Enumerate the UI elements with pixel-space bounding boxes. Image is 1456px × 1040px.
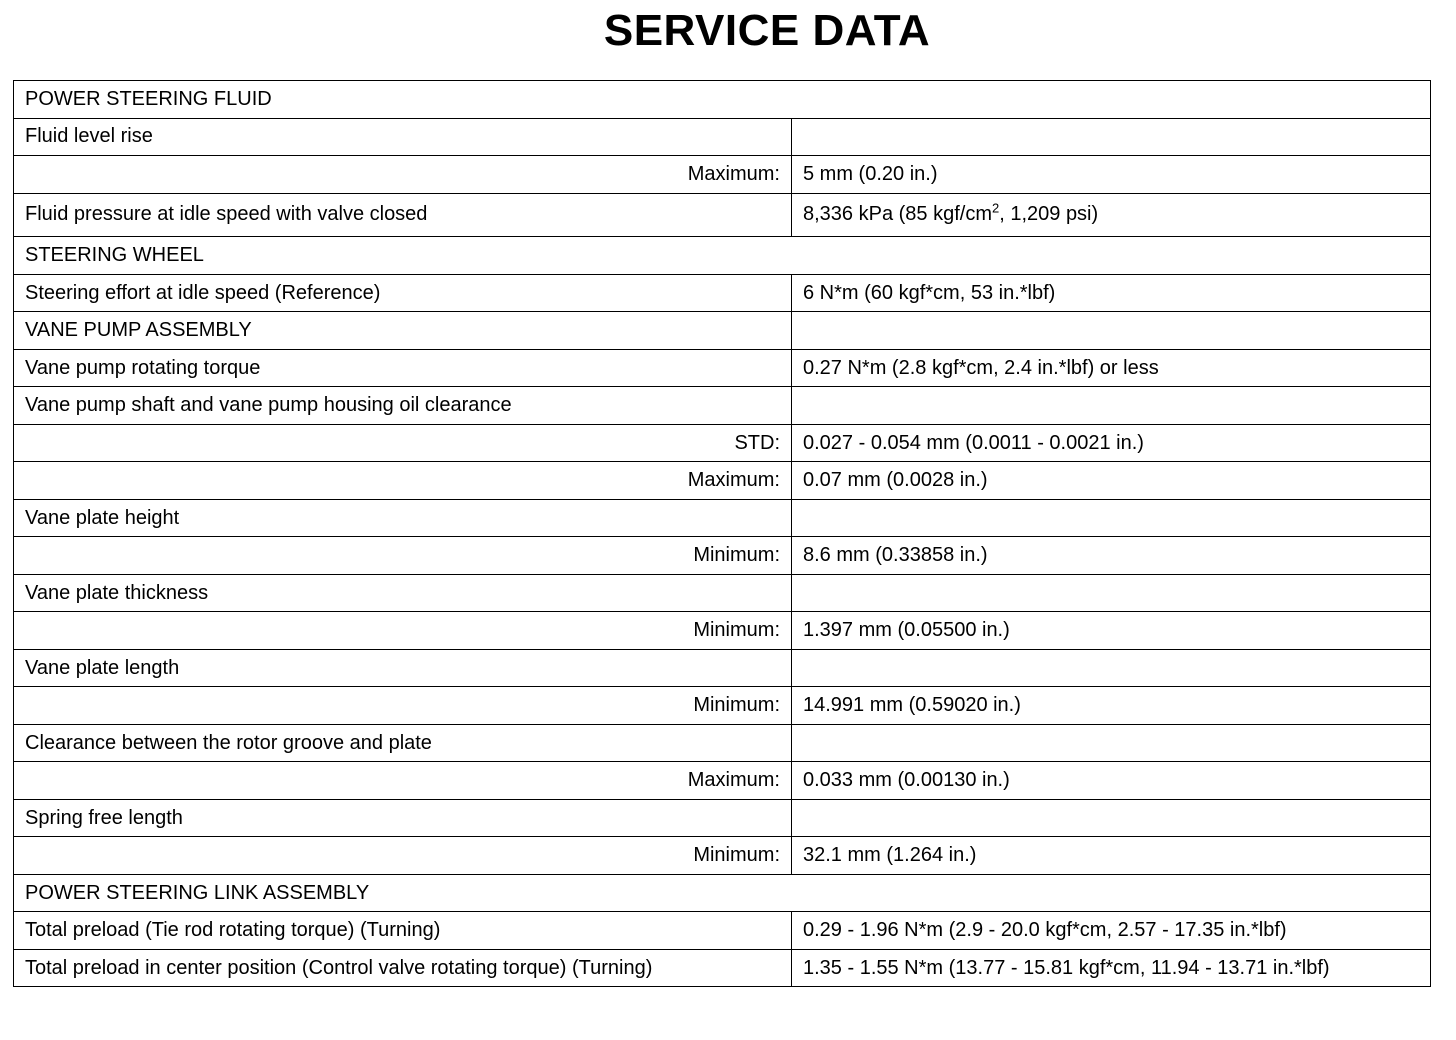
spec-value — [792, 499, 1431, 537]
table-row — [14, 537, 1431, 575]
spec-qualifier: Minimum: — [14, 687, 792, 725]
spec-label: Spring free length — [14, 799, 792, 837]
spec-label: Vane pump rotating torque — [14, 349, 792, 387]
table-row — [14, 724, 1431, 762]
table-row — [14, 312, 1431, 350]
table-row — [14, 574, 1431, 612]
spec-value — [792, 574, 1431, 612]
spec-value: 0.027 - 0.054 mm (0.0011 - 0.0021 in.) — [792, 424, 1431, 462]
table-row — [14, 762, 1431, 800]
spec-value: 0.07 mm (0.0028 in.) — [792, 462, 1431, 500]
table-row — [14, 649, 1431, 687]
spec-qualifier: Minimum: — [14, 612, 792, 650]
table-row — [14, 274, 1431, 312]
service-data-table — [13, 80, 1431, 987]
spec-value: 14.991 mm (0.59020 in.) — [792, 687, 1431, 725]
table-row — [14, 118, 1431, 156]
table-row — [14, 387, 1431, 425]
spec-value: 0.27 N*m (2.8 kgf*cm, 2.4 in.*lbf) or less — [792, 349, 1431, 387]
spec-value: 6 N*m (60 kgf*cm, 53 in.*lbf) — [792, 274, 1431, 312]
spec-value — [792, 193, 1431, 237]
spec-value: 32.1 mm (1.264 in.) — [792, 837, 1431, 875]
section-heading: POWER STEERING LINK ASSEMBLY — [14, 874, 1431, 912]
spec-value — [792, 649, 1431, 687]
spec-value-tail: , 1,209 psi) — [999, 203, 1099, 226]
section-heading: POWER STEERING FLUID — [14, 81, 1431, 119]
spec-label: Fluid level rise — [14, 118, 792, 156]
spec-value: 0.033 mm (0.00130 in.) — [792, 762, 1431, 800]
spec-qualifier: Maximum: — [14, 762, 792, 800]
spec-qualifier: Maximum: — [14, 156, 792, 194]
spec-qualifier: STD: — [14, 424, 792, 462]
spec-label: Vane plate thickness — [14, 574, 792, 612]
section-row — [14, 237, 1431, 275]
spec-value: 1.35 - 1.55 N*m (13.77 - 15.81 kgf*cm, 11.94 - 13.71 in.*lbf) — [792, 949, 1431, 987]
spec-qualifier: Maximum: — [14, 462, 792, 500]
table-row — [14, 612, 1431, 650]
spec-value: 0.29 - 1.96 N*m (2.9 - 20.0 kgf*cm, 2.57 - 17.35 in.*lbf) — [792, 912, 1431, 950]
section-heading: STEERING WHEEL — [14, 237, 1431, 275]
table-row — [14, 462, 1431, 500]
page-title: SERVICE DATA — [603, 6, 931, 55]
spec-value — [792, 799, 1431, 837]
spec-value — [792, 387, 1431, 425]
table-row — [14, 687, 1431, 725]
spec-value: 5 mm (0.20 in.) — [792, 156, 1431, 194]
table-row — [14, 424, 1431, 462]
spec-label: Total preload (Tie rod rotating torque) (Turning) — [14, 912, 792, 950]
spec-label: Vane plate length — [14, 649, 792, 687]
table-row — [14, 193, 1431, 237]
table-row — [14, 799, 1431, 837]
spec-value — [792, 118, 1431, 156]
table-row — [14, 837, 1431, 875]
spec-qualifier: Minimum: — [14, 537, 792, 575]
spec-value — [792, 312, 1431, 350]
spec-value-superscript: 2 — [991, 200, 1000, 216]
spec-label: Clearance between the rotor groove and plate — [14, 724, 792, 762]
spec-value: 8.6 mm (0.33858 in.) — [792, 537, 1431, 575]
spec-label: Fluid pressure at idle speed with valve closed — [14, 193, 792, 237]
spec-label: Vane plate height — [14, 499, 792, 537]
section-heading: VANE PUMP ASSEMBLY — [14, 312, 792, 350]
spec-label: Total preload in center position (Control valve rotating torque) (Turning) — [14, 949, 792, 987]
spec-label: Vane pump shaft and vane pump housing oil clearance — [14, 387, 792, 425]
spec-label: Steering effort at idle speed (Reference) — [14, 274, 792, 312]
spec-value: 1.397 mm (0.05500 in.) — [792, 612, 1431, 650]
spec-value-main: 8,336 kPa (85 kgf/cm — [803, 203, 992, 226]
table-row — [14, 949, 1431, 987]
section-row — [14, 81, 1431, 119]
table-row — [14, 912, 1431, 950]
spec-qualifier: Minimum: — [14, 837, 792, 875]
spec-value — [792, 724, 1431, 762]
table-row — [14, 156, 1431, 194]
table-row — [14, 499, 1431, 537]
table-row — [14, 349, 1431, 387]
section-row — [14, 874, 1431, 912]
